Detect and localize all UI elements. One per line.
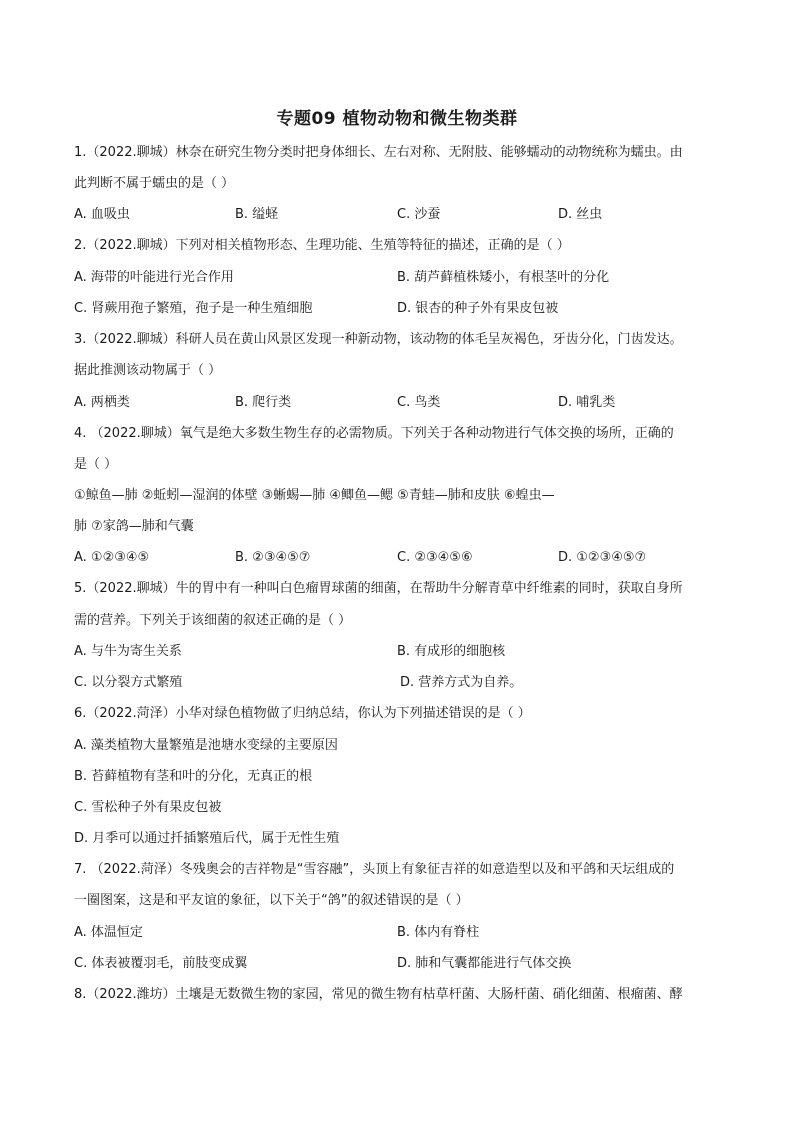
q1-option-c: C. 沙蚕 <box>397 207 441 222</box>
q2-option-b: B. 葫芦藓植株矮小，有根茎叶的分化 <box>397 270 610 285</box>
q6-stem-line1: 6.（2022.菏泽）小华对绿色植物做了归纳总结，你认为下列描述错误的是（ ） <box>74 706 531 721</box>
q5-stem-line1: 5.（2022.聊城）牛的胃中有一种叫白色瘤胃球菌的细菌，在帮助牛分解青草中纤维素的同时，获取自身所 <box>74 581 683 596</box>
q1-stem-line2: 此判断不属于蠕虫的是（ ） <box>74 176 235 191</box>
q3-option-b: B. 爬行类 <box>235 395 292 410</box>
q6-option-c: C. 雪松种子外有果皮包被 <box>74 800 222 815</box>
q3-stem-line2: 据此推测该动物属于（ ） <box>74 363 222 378</box>
q4-stem-line3: ①鲸鱼—肺 ②蚯蚓—湿润的体壁 ③蜥蜴—肺 ④鲫鱼—鳃 ⑤青蛙—肺和皮肤 ⑥蝗虫— <box>74 488 555 503</box>
q2-option-d: D. 银杏的种子外有果皮包被 <box>397 301 559 316</box>
q7-option-b: B. 体内有脊柱 <box>397 925 480 940</box>
q7-option-a: A. 体温恒定 <box>74 925 143 940</box>
q7-stem-line1: 7. （2022.菏泽）冬残奥会的吉祥物是“雪容融”，头顶上有象征吉祥的如意造型以及和平鸽和天坛组成的 <box>74 862 675 877</box>
q4-option-d: D. ①②③④⑤⑦ <box>558 550 647 565</box>
q4-stem-line2: 是（ ） <box>74 457 118 472</box>
q5-option-c: C. 以分裂方式繁殖 <box>74 675 183 690</box>
q3-option-d: D. 哺乳类 <box>558 395 616 410</box>
q6-option-d: D. 月季可以通过扦插繁殖后代，属于无性生殖 <box>74 831 340 846</box>
q7-option-c: C. 体表被覆羽毛，前肢变成翼 <box>74 956 248 971</box>
q3-option-a: A. 两栖类 <box>74 395 130 410</box>
q1-option-a: A. 血吸虫 <box>74 207 130 222</box>
q7-option-d: D. 肺和气囊都能进行气体交换 <box>397 956 572 971</box>
q1-option-b: B. 缢蛏 <box>235 207 279 222</box>
q5-stem-line2: 需的营养。下列关于该细菌的叙述正确的是（ ） <box>74 613 352 628</box>
q4-stem-line4: 肺 ⑦家鸽—肺和气囊 <box>74 519 194 534</box>
page-title: 专题09 植物动物和微生物类群 <box>276 109 518 129</box>
q4-stem-line1: 4. （2022.聊城）氧气是绝大多数生物生存的必需物质。下列关于各种动物进行气体交换的场所，正确的 <box>74 426 674 441</box>
q3-stem-line1: 3.（2022.聊城）科研人员在黄山风景区发现一种新动物，该动物的体毛呈灰褐色，牙齿分化，门齿发达。 <box>74 332 683 347</box>
q6-option-a: A. 藻类植物大量繁殖是池塘水变绿的主要原因 <box>74 738 338 753</box>
q1-option-d: D. 丝虫 <box>558 207 603 222</box>
q1-stem-line1: 1.（2022.聊城）林奈在研究生物分类时把身体细长、左右对称、无附肢、能够蠕动的动物统称为蠕虫。由 <box>74 145 683 160</box>
q5-option-b: B. 有成形的细胞核 <box>397 644 506 659</box>
q2-stem-line1: 2.（2022.聊城）下列对相关植物形态、生理功能、生殖等特征的描述，正确的是（ ） <box>74 238 570 253</box>
q3-option-c: C. 鸟类 <box>397 395 441 410</box>
q6-option-b: B. 苔藓植物有茎和叶的分化，无真正的根 <box>74 769 313 784</box>
q2-option-c: C. 肾蕨用孢子繁殖，孢子是一种生殖细胞 <box>74 301 313 316</box>
q8-stem-line1: 8.（2022.潍坊）土壤是无数微生物的家园，常见的微生物有枯草杆菌、大肠杆菌、硝化细菌、根瘤菌、酵 <box>74 987 683 1002</box>
q4-option-a: A. ①②③④⑤ <box>74 550 150 565</box>
q2-option-a: A. 海带的叶能进行光合作用 <box>74 270 234 285</box>
q7-stem-line2: 一圈图案，这是和平友谊的象征，以下关于“鸽”的叙述错误的是（ ） <box>74 893 469 908</box>
q5-option-a: A. 与牛为寄生关系 <box>74 644 182 659</box>
q5-option-d: D. 营养方式为自养。 <box>400 675 523 690</box>
q4-option-c: C. ②③④⑤⑥ <box>397 550 473 565</box>
q4-option-b: B. ②③④⑤⑦ <box>235 550 311 565</box>
